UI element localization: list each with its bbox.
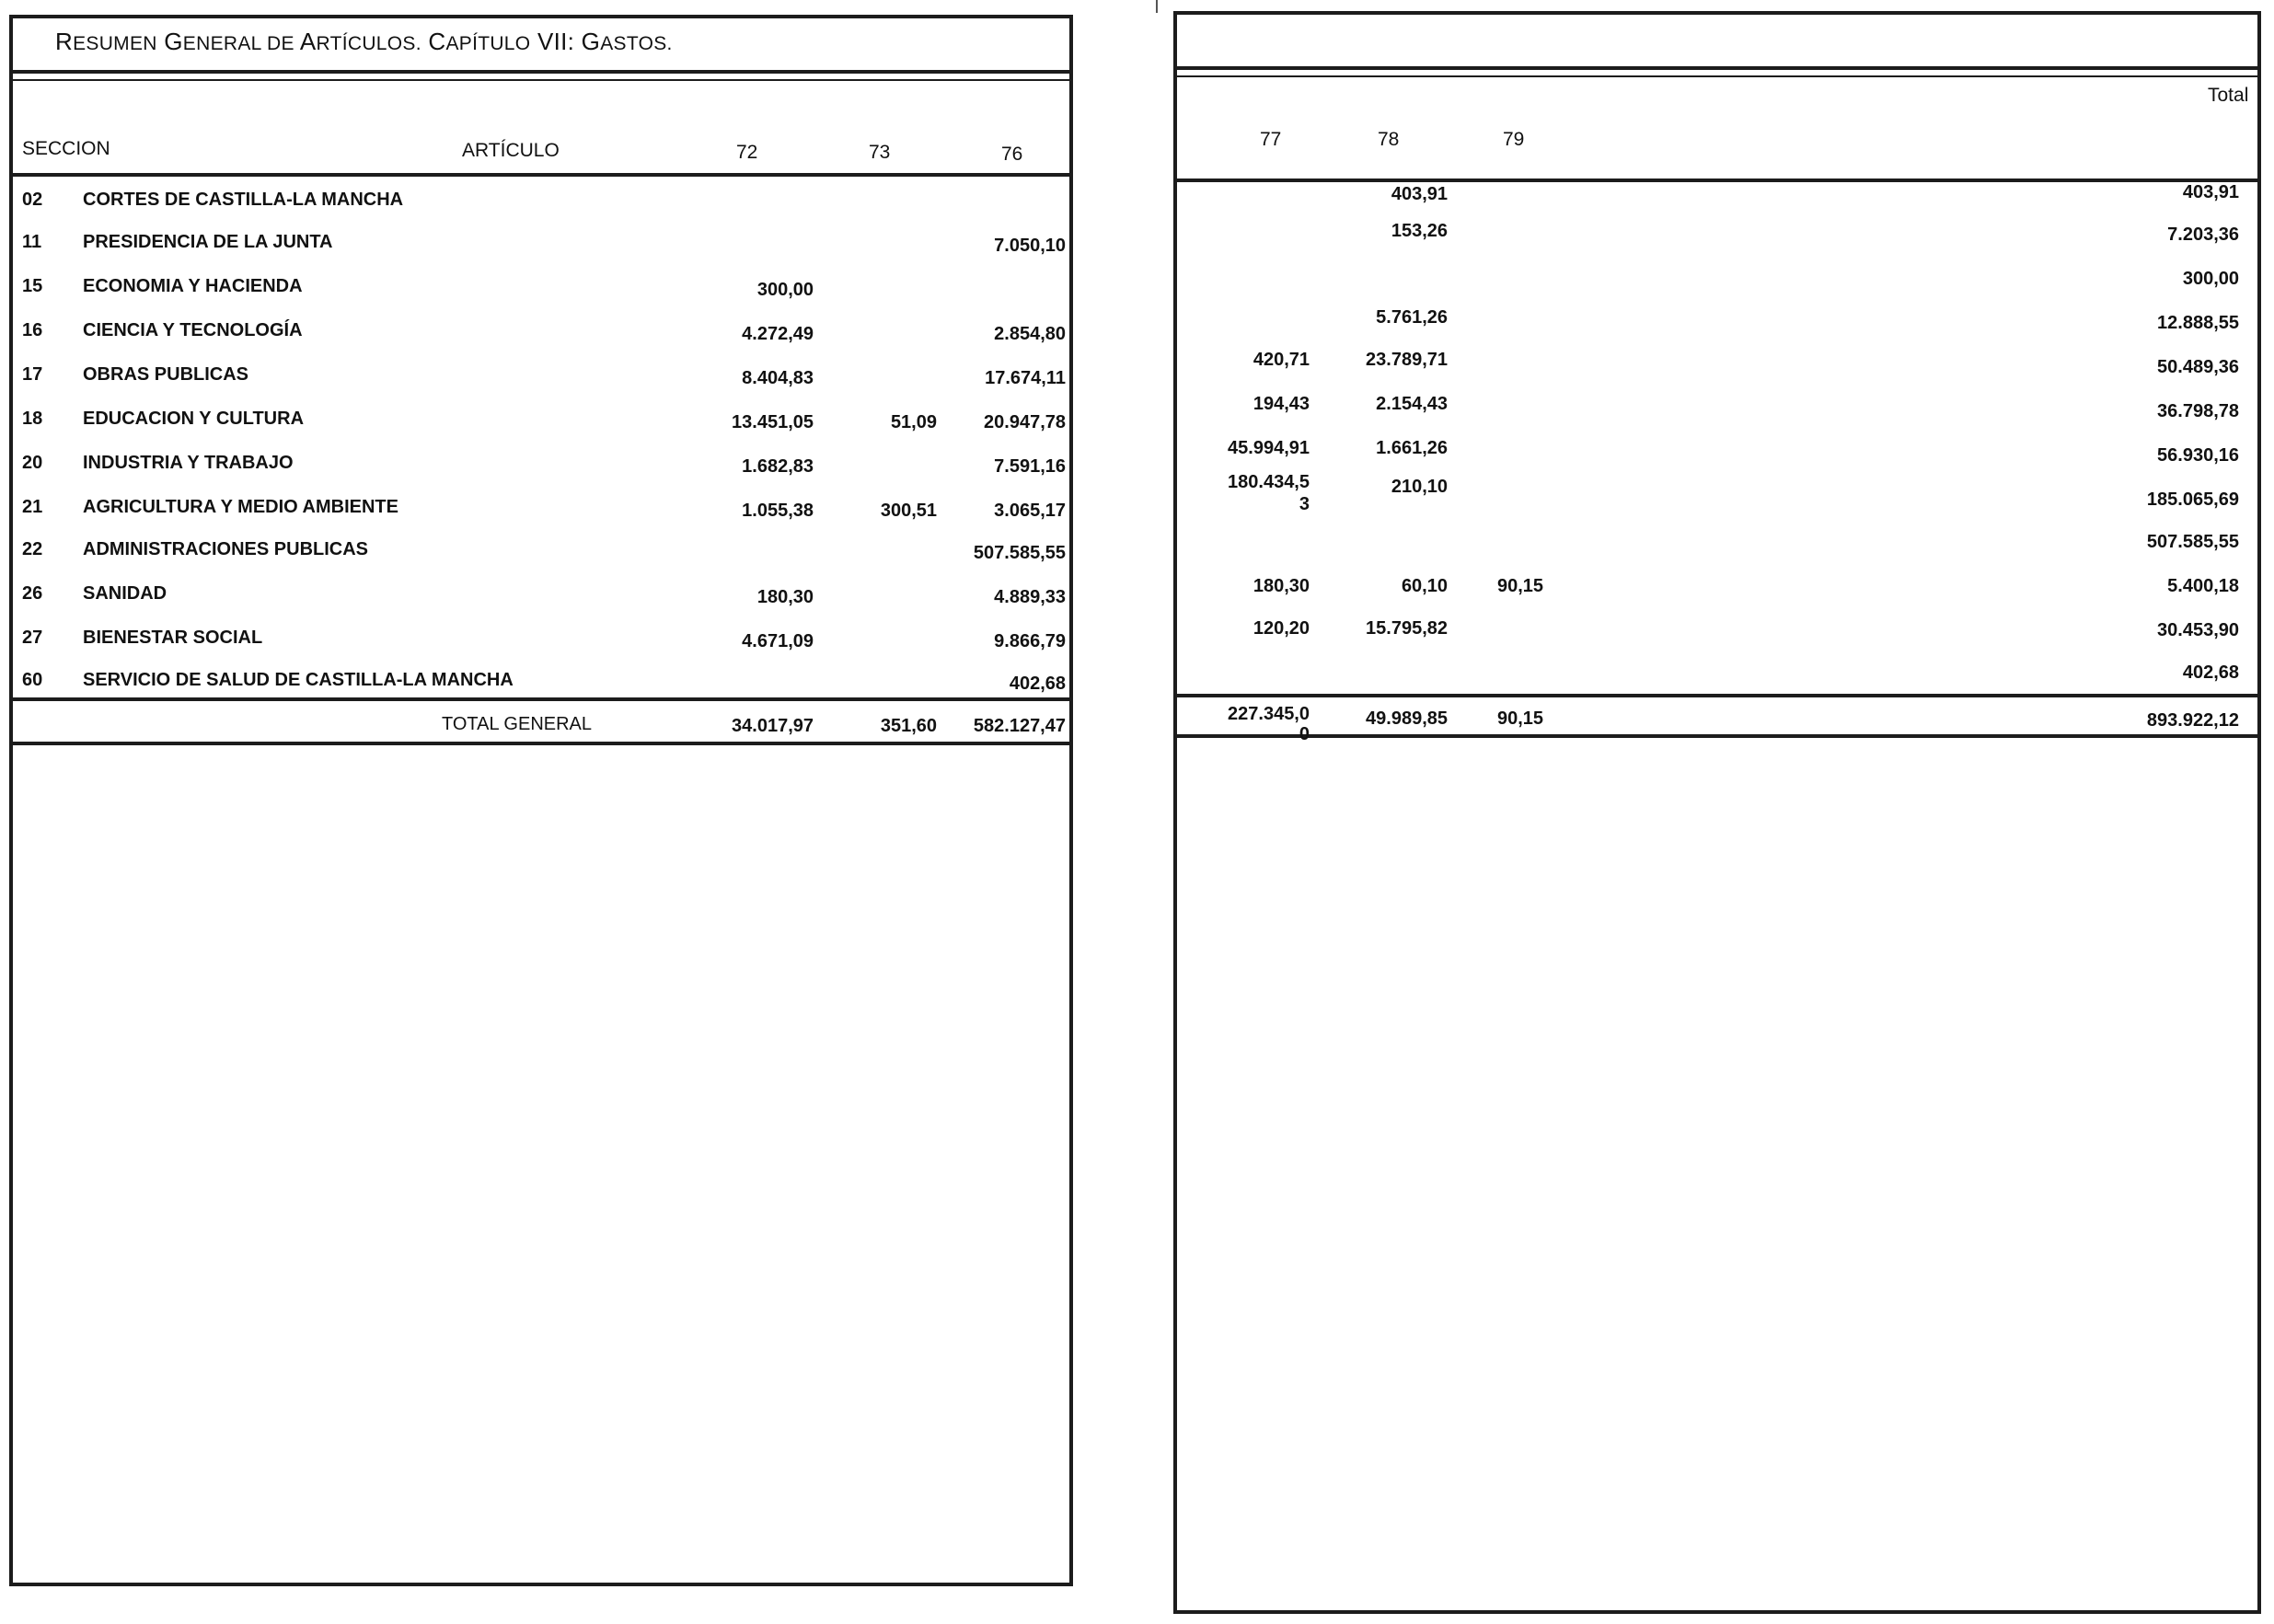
title-divider [13,70,1069,74]
cell-78: 15.795,82 [1366,618,1448,639]
cell-total: 403,91 [2182,182,2239,202]
title-part: APÍTULO [445,33,531,54]
section-code: 16 [22,320,43,340]
cell-77: 420,71 [1252,350,1310,370]
cell-76: 7.591,16 [994,456,1066,477]
cell-72: 1.055,38 [742,501,814,521]
col-76-header: 76 [1001,144,1023,165]
cell-72: 13.451,05 [732,412,814,432]
cell-72: 4.272,49 [742,324,814,344]
section-code: 02 [22,190,43,210]
total-79: 90,15 [1497,708,1544,729]
cell-78: 60,10 [1401,576,1448,596]
articulo-header: ARTÍCULO [462,140,560,161]
cell-77: 45.994,91 [1228,438,1310,458]
title-part: ASTOS. [600,33,673,54]
cell-78: 153,26 [1391,221,1448,241]
cell-72: 4.671,09 [742,631,814,651]
section-name: PRESIDENCIA DE LA JUNTA [83,232,333,252]
cell-78: 2.154,43 [1376,394,1448,414]
section-name: SANIDAD [83,583,167,604]
col-72-header: 72 [736,142,758,163]
total-top-border [13,697,1069,701]
right-table-panel [1173,11,2261,1614]
cell-total: 12.888,55 [2157,313,2239,333]
section-name: BIENESTAR SOCIAL [83,628,263,648]
section-name: AGRICULTURA Y MEDIO AMBIENTE [83,497,398,517]
cell-total: 300,00 [2182,269,2239,289]
cell-77: 180.434,5 [1228,472,1310,492]
cell-72: 8.404,83 [742,368,814,388]
total-77-wrap: 0 [1299,724,1310,744]
total-76: 582.127,47 [973,716,1066,736]
title-divider [1177,66,2257,70]
section-name: CORTES DE CASTILLA-LA MANCHA [83,190,404,210]
page-edge-mark [1156,0,1158,13]
cell-76: 9.866,79 [994,631,1066,651]
section-code: 18 [22,409,43,429]
total-header: Total [2208,85,2249,106]
cell-total: 402,68 [2182,662,2239,683]
cell-total: 7.203,36 [2167,225,2239,245]
cell-79: 90,15 [1497,576,1544,596]
cell-total: 5.400,18 [2167,576,2239,596]
cell-73: 300,51 [880,501,937,521]
title-part: G [156,28,183,55]
col-79-header: 79 [1503,129,1525,150]
cell-total: 185.065,69 [2146,490,2239,510]
cell-76: 7.050,10 [994,236,1066,256]
cell-78: 403,91 [1391,184,1448,204]
cell-78: 23.789,71 [1366,350,1448,370]
grand-total: 893.922,12 [2146,710,2239,731]
title-divider-thin [1177,75,2257,77]
cell-72: 180,30 [756,587,814,607]
col-77-header: 77 [1260,129,1282,150]
total-top-border [1177,694,2257,697]
cell-72: 300,00 [756,280,814,300]
section-name: ADMINISTRACIONES PUBLICAS [83,539,369,559]
cell-77: 180,30 [1252,576,1310,596]
cell-76: 2.854,80 [994,324,1066,344]
total-78: 49.989,85 [1366,708,1448,729]
section-code: 15 [22,276,43,296]
section-name: OBRAS PUBLICAS [83,364,249,385]
total-77-line1: 227.345,0 [1228,704,1310,724]
cell-78: 1.661,26 [1376,438,1448,458]
section-name: ECONOMIA Y HACIENDA [83,276,303,296]
total-bottom-border [13,742,1069,745]
cell-77-wrap: 3 [1299,494,1310,514]
cell-total: 56.930,16 [2157,445,2239,466]
cell-73: 51,09 [890,412,937,432]
cell-total: 507.585,55 [2146,532,2239,552]
total-77 [1195,703,1310,725]
cell-total: 36.798,78 [2157,401,2239,421]
section-code: 22 [22,539,43,559]
cell-78: 5.761,26 [1376,307,1448,328]
cell-76: 3.065,17 [994,501,1066,521]
title-divider-thin [13,79,1069,81]
col-78-header: 78 [1378,129,1400,150]
cell-76: 402,68 [1009,674,1066,694]
title-part: C [421,28,446,55]
title-part: A [294,28,317,55]
section-code: 20 [22,453,43,473]
section-code: 17 [22,364,43,385]
section-code: 26 [22,583,43,604]
cell-76: 507.585,55 [973,543,1066,563]
title-part: RTÍCULOS. [316,33,421,54]
total-bottom-border [1177,734,2257,738]
cell-total: 50.489,36 [2157,357,2239,377]
title-part: ESUMEN [73,33,157,54]
total-73: 351,60 [880,716,937,736]
title-part: R [55,28,74,55]
section-name: SERVICIO DE SALUD DE CASTILLA-LA MANCHA [83,670,514,690]
section-code: 11 [22,232,42,252]
title-part: VII: G [530,28,601,55]
cell-77: 120,20 [1252,618,1310,639]
section-name: CIENCIA Y TECNOLOGÍA [83,320,303,340]
cell-76: 4.889,33 [994,587,1066,607]
cell-76: 17.674,11 [985,368,1066,388]
left-table-panel [9,15,1073,1586]
section-code: 27 [22,628,43,648]
cell-78: 210,10 [1391,477,1448,497]
col-73-header: 73 [869,142,891,163]
header-divider [13,173,1069,177]
total-72: 34.017,97 [732,716,814,736]
section-code: 60 [22,670,43,690]
total-general-label: TOTAL GENERAL [442,714,593,734]
title-part: ENERAL DE [182,33,294,54]
document-title [55,28,673,56]
seccion-header: SECCION [22,138,110,159]
section-code: 21 [22,497,43,517]
section-name: INDUSTRIA Y TRABAJO [83,453,294,473]
cell-total: 30.453,90 [2157,620,2239,640]
cell-77: 194,43 [1252,394,1310,414]
cell-72: 1.682,83 [742,456,814,477]
section-name: EDUCACION Y CULTURA [83,409,305,429]
cell-76: 20.947,78 [984,412,1066,432]
